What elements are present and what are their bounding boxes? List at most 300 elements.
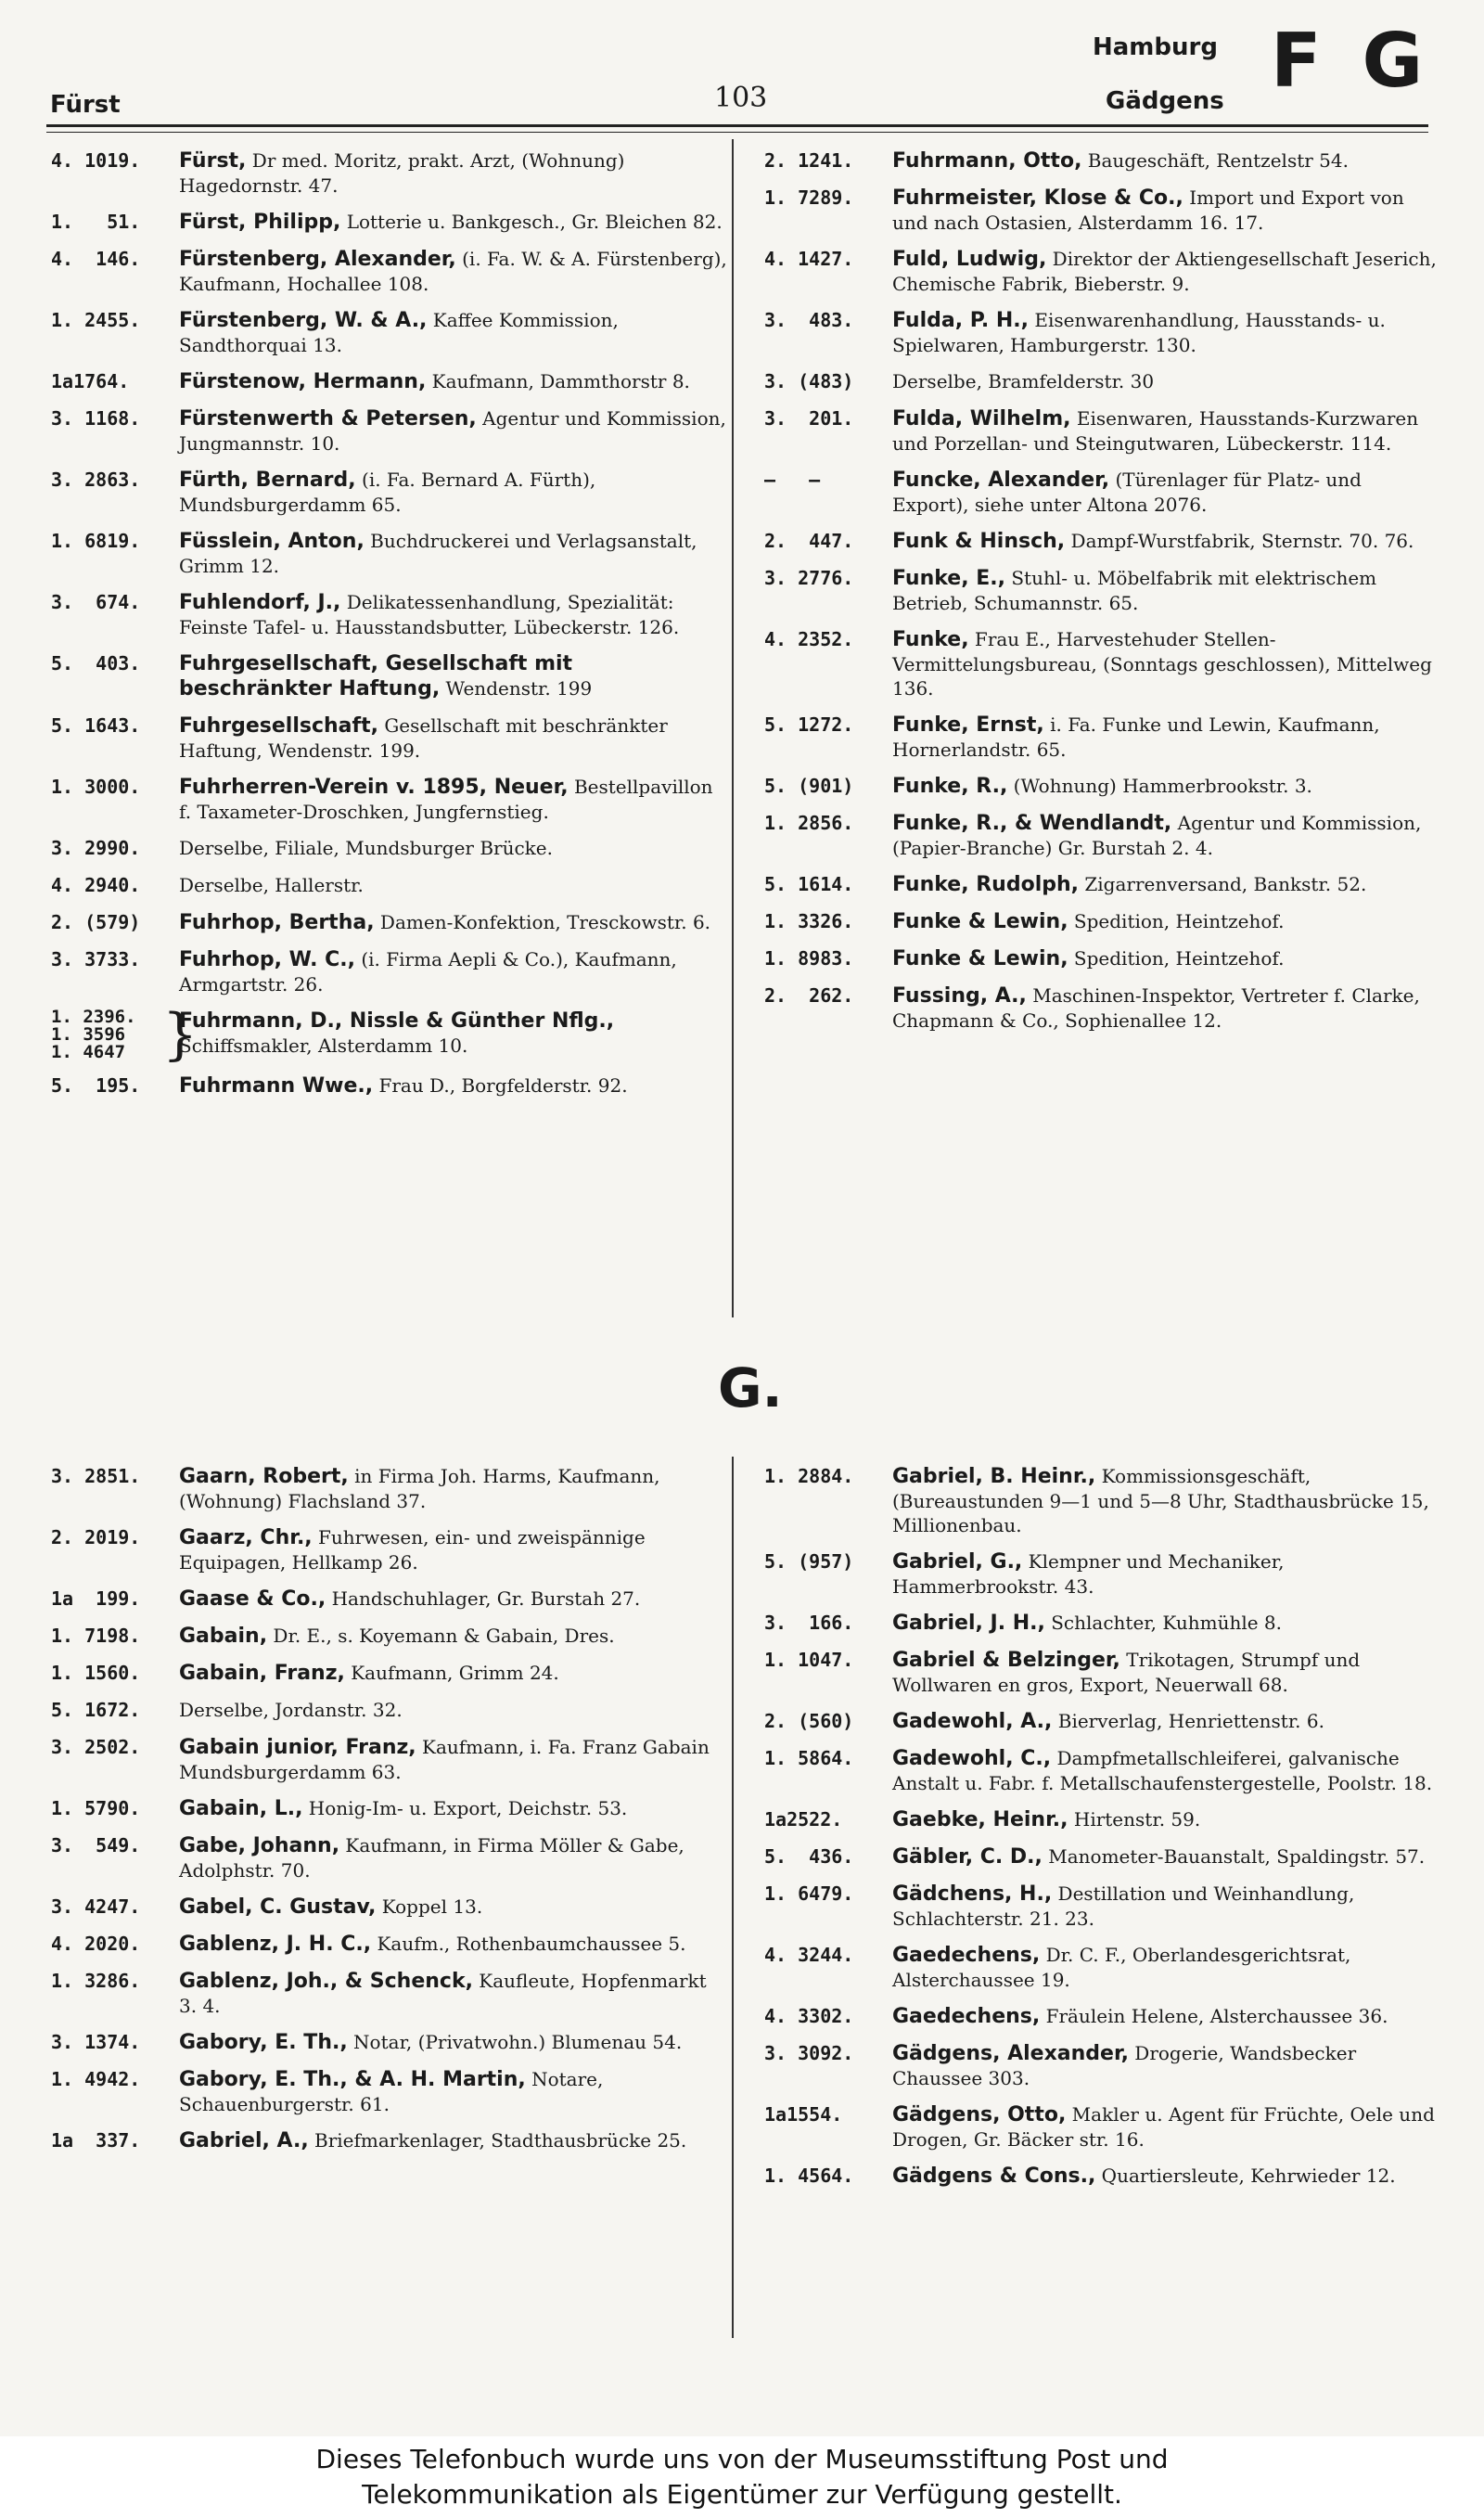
entry-text	[892, 2164, 1441, 2189]
left-f-entries	[51, 148, 728, 996]
directory-entry	[764, 148, 1441, 173]
entry-details: Baugeschäft, Rentzelstr 54.	[1081, 149, 1349, 172]
directory-entry	[764, 713, 1441, 762]
directory-entry	[764, 983, 1441, 1033]
entry-text	[892, 909, 1441, 934]
entry-text	[892, 186, 1441, 235]
directory-entry	[51, 1073, 728, 1098]
entry-text	[179, 836, 728, 861]
entry-text	[179, 1661, 728, 1686]
entry-text	[892, 946, 1441, 971]
header-right-word: Gädgens	[1106, 87, 1224, 115]
entry-number: 2. 1241.	[764, 149, 854, 172]
entry-number: 3. 201.	[764, 407, 854, 430]
entry-number: 3. 2863.	[51, 469, 141, 491]
entry-number: 1. 2884.	[764, 1465, 854, 1487]
entry-text	[892, 1882, 1441, 1931]
directory-entry	[51, 148, 728, 198]
entry-details: Makler u. Agent für Früchte, Oele und Drogen, Gr. Bäcker str. 16.	[892, 2103, 1435, 2151]
entry-name: Fürstenow, Hermann,	[179, 370, 427, 393]
entry-name: Füsslein, Anton,	[179, 530, 365, 553]
directory-entry	[764, 1807, 1441, 1832]
entry-number: 1. 5864.	[764, 1747, 854, 1769]
entry-number: 5. 403.	[51, 652, 141, 674]
directory-entry	[51, 529, 728, 578]
entry-number: 3. 3092.	[764, 2042, 854, 2064]
entry-number: 4. 1427.	[764, 248, 854, 270]
entry-text	[179, 910, 728, 935]
entry-text	[179, 1525, 728, 1574]
entry-details: Derselbe, Filiale, Mundsburger Brücke.	[179, 837, 553, 859]
entry-details: in Firma Joh. Harms, Kaufmann, (Wohnung) Flachsland 37.	[179, 1465, 660, 1512]
entry-name: Gabriel, J. H.,	[892, 1612, 1045, 1635]
directory-entry	[764, 308, 1441, 357]
entry-details: Agentur und Kommission, (Papier-Branche) Gr. Burstah 2. 4.	[892, 812, 1422, 859]
entry-number: 1a 199.	[51, 1587, 141, 1610]
right-column-f	[764, 148, 1441, 1045]
entry-number: 3. 4247.	[51, 1895, 141, 1918]
entry-number: — —	[764, 469, 821, 491]
column-divider-g	[732, 1457, 734, 2338]
entry-number: 5. 195.	[51, 1074, 141, 1097]
entry-number: 4. 2020.	[51, 1933, 141, 1955]
entry-details: Import und Export von und nach Ostasien, Alsterdamm 16. 17.	[892, 186, 1404, 234]
directory-entry	[764, 247, 1441, 296]
entry-details: Drogerie, Wandsbecker Chaussee 303.	[892, 2042, 1357, 2089]
entry-name: Gaedechens,	[892, 1944, 1041, 1967]
entry-name: Gabain junior, Franz,	[179, 1736, 416, 1759]
entry-details: Koppel 13.	[376, 1895, 483, 1918]
entry-details: Wendenstr. 199	[440, 677, 593, 700]
entry-text	[179, 2030, 728, 2055]
entry-text	[892, 774, 1441, 799]
entry-name: Gadewohl, C.,	[892, 1747, 1052, 1770]
entry-details: Manometer-Bauanstalt, Spaldingstr. 57.	[1042, 1845, 1426, 1868]
entry-number: 1. 7289.	[764, 186, 854, 209]
directory-entry	[764, 1611, 1441, 1636]
directory-entry	[51, 590, 728, 639]
entry-name: Gabriel, B. Heinr.,	[892, 1465, 1096, 1488]
entry-number: 1. 51.	[51, 211, 141, 233]
entry-name: Gabain, L.,	[179, 1797, 303, 1820]
directory-entry	[764, 406, 1441, 456]
entry-number: 1. 2455.	[51, 309, 141, 331]
entry-text	[179, 947, 728, 996]
directory-entry	[51, 1698, 728, 1723]
entry-text	[892, 406, 1441, 456]
entry-text	[179, 1073, 728, 1098]
entry-details: Destillation und Weinhandlung, Schlachterstr. 21. 23.	[892, 1882, 1355, 1930]
directory-entry	[51, 713, 728, 763]
entry-name: Fürstenberg, W. & A.,	[179, 309, 428, 332]
entry-text	[892, 148, 1441, 173]
entry-details: Direktor der Aktiengesellschaft Jeserich, Chemische Fabrik, Bieberstr. 9.	[892, 248, 1437, 295]
entry-number: 3. 1374.	[51, 2031, 141, 2053]
entry-details: Eisenwarenhandlung, Hausstands- u. Spielwaren, Hamburgerstr. 130.	[892, 309, 1386, 356]
entry-number: 1. 1560.	[51, 1662, 141, 1684]
entry-details: (Türenlager für Platz- und Export), siehe unter Altona 2076.	[892, 469, 1362, 516]
entry-name: Gablenz, Joh., & Schenck,	[179, 1970, 473, 1993]
entry-details: Bestellpavillon f. Taxameter-Droschken, Jungfernstieg.	[179, 776, 713, 823]
entry-text	[892, 1807, 1441, 1832]
entry-text	[179, 2067, 728, 2116]
header-letters: F G	[1271, 18, 1431, 104]
directory-entry	[51, 910, 728, 935]
entry-name: Fuhrgesellschaft,	[179, 714, 378, 738]
entry-name: Gädgens, Otto,	[892, 2103, 1067, 2126]
directory-entry	[51, 1932, 728, 1957]
entry-name: Gäbler, C. D.,	[892, 1845, 1043, 1869]
directory-entry	[51, 1735, 728, 1784]
directory-entry	[51, 836, 728, 861]
entry-text	[179, 308, 728, 357]
entry-text	[892, 2102, 1441, 2152]
entry-number: 4. 3244.	[764, 1944, 854, 1966]
entry-details: Notar, (Privatwohn.) Blumenau 54.	[347, 2031, 683, 2053]
entry-text	[179, 713, 728, 763]
entry-details: Frau D., Borgfelderstr. 92.	[373, 1074, 628, 1097]
entry-text	[179, 2128, 728, 2153]
entry-text	[179, 1833, 728, 1882]
entry-number: 5. 1272.	[764, 713, 854, 736]
entry-name: Fürstenwerth & Petersen,	[179, 407, 477, 430]
entry-name: Funke,	[892, 628, 969, 651]
entry-text	[179, 651, 728, 701]
entry-text	[179, 775, 728, 824]
entry-name: Gaarn, Robert,	[179, 1465, 349, 1488]
directory-entry	[764, 1844, 1441, 1869]
entry-name: Gabriel, G.,	[892, 1550, 1023, 1574]
directory-entry	[764, 1709, 1441, 1734]
entry-text	[892, 1943, 1441, 1992]
directory-entry	[51, 369, 728, 394]
entry-name: Fürst, Philipp,	[179, 211, 341, 234]
entry-text	[892, 1844, 1441, 1869]
entry-text	[179, 1895, 728, 1920]
entry-name: Gabory, E. Th.,	[179, 2031, 348, 2054]
entry-name: Gaase & Co.,	[179, 1587, 326, 1611]
entry-name: Fuhrhop, W. C.,	[179, 948, 355, 971]
entry-name: Fuld, Ludwig,	[892, 248, 1047, 271]
entry-details: Gesellschaft mit beschränkter Haftung, Wendenstr. 199.	[179, 714, 668, 762]
entry-details: Damen-Konfektion, Tresckowstr. 6.	[374, 911, 711, 933]
directory-entry	[51, 1796, 728, 1821]
directory-entry	[764, 369, 1441, 394]
entry-number: 1a 337.	[51, 2129, 141, 2152]
entry-details: Fuhrwesen, ein- und zweispännige Equipagen, Hellkamp 26.	[179, 1526, 646, 1574]
directory-entry	[51, 308, 728, 357]
entry-text	[179, 369, 728, 394]
entry-number: 1. 1047.	[764, 1649, 854, 1671]
entry-numbers	[51, 1008, 162, 1061]
entry-details: Trikotagen, Strumpf und Wollwaren en gros, Export, Neuerwall 68.	[892, 1649, 1361, 1696]
entry-text	[892, 1611, 1441, 1636]
entry-number: 3. 2776.	[764, 567, 854, 589]
header-left-word: Fürst	[50, 91, 121, 119]
entry-details: Derselbe, Hallerstr.	[179, 874, 364, 896]
entry-name: Fuhrmann, Otto,	[892, 149, 1082, 173]
entry-name: Funke, Ernst,	[892, 713, 1044, 737]
entry-details: Zigarrenversand, Bankstr. 52.	[1079, 873, 1367, 895]
entry-details: Kaufmann, Dammthorstr 8.	[426, 370, 690, 392]
entry-text	[179, 210, 728, 235]
entry-details: Kaufmann, in Firma Möller & Gabe, Adolphstr. 70.	[179, 1834, 684, 1882]
entry-text	[179, 1008, 728, 1061]
entry-details: Delikatessenhandlung, Spezialität: Feinste Tafel- u. Hausstandsbutter, Lübeckerstr. 126.	[179, 591, 680, 638]
entry-number: 4. 2940.	[51, 874, 141, 896]
entry-name: Gabain, Franz,	[179, 1662, 345, 1685]
entry-number: 3. 2502.	[51, 1736, 141, 1758]
entry-details: (Wohnung) Hammerbrookstr. 3.	[1007, 775, 1312, 797]
directory-entry	[51, 1525, 728, 1574]
directory-entry	[764, 1464, 1441, 1537]
entry-name: Fuhrmann, D., Nissle & Günther Nflg.,	[179, 1009, 615, 1033]
entry-name: Funke & Lewin,	[892, 910, 1068, 933]
bracket-glyph: }	[162, 1002, 198, 1067]
entry-name: Gabe, Johann,	[179, 1834, 340, 1857]
entry-number: 5. 436.	[764, 1845, 854, 1868]
directory-entry	[764, 468, 1441, 517]
entry-text	[179, 529, 728, 578]
directory-entry	[764, 811, 1441, 860]
entry-name: Fuhlendorf, J.,	[179, 591, 341, 614]
right-column-g	[764, 1464, 1441, 2201]
directory-entry	[51, 1895, 728, 1920]
directory-entry	[51, 775, 728, 824]
entry-details: Frau E., Harvestehuder Stellen-Vermittelungsbureau, (Sonntags geschlossen), Mittelweg 136.	[892, 628, 1432, 700]
directory-entry	[51, 1624, 728, 1649]
entry-name: Funke, R.,	[892, 775, 1008, 798]
entry-details: Notare, Schauenburgerstr. 61.	[179, 2068, 604, 2115]
directory-entry	[764, 909, 1441, 934]
header-rule-thin	[46, 132, 1428, 133]
entry-name: Gädgens, Alexander,	[892, 2042, 1129, 2065]
entry-number: 5. 1672.	[51, 1699, 141, 1721]
entry-name: Fuhrhop, Bertha,	[179, 911, 375, 934]
entry-name: Fuhrmeister, Klose & Co.,	[892, 186, 1183, 210]
entry-name: Funke, Rudolph,	[892, 873, 1080, 896]
entry-name: Gabain,	[179, 1625, 268, 1648]
entry-text	[892, 983, 1441, 1033]
directory-entry	[764, 2164, 1441, 2189]
right-g-entries	[764, 1464, 1441, 2189]
left-g-entries	[51, 1464, 728, 2153]
entry-name: Gablenz, J. H. C.,	[179, 1933, 372, 1956]
entry-name: Gädchens, H.,	[892, 1882, 1053, 1906]
directory-entry	[51, 406, 728, 456]
directory-entry	[764, 872, 1441, 897]
directory-entry	[764, 1549, 1441, 1599]
entry-text	[179, 1932, 728, 1957]
directory-entry	[51, 468, 728, 517]
entry-number: 2. 447.	[764, 530, 854, 552]
entry-name: Gabriel, A.,	[179, 2129, 309, 2152]
entry-number: 5. (901)	[764, 775, 854, 797]
left-column-g	[51, 1464, 728, 2165]
footer-line-2: Telekommunikation als Eigentümer zur Verfügung gestellt.	[362, 2479, 1122, 2510]
directory-entry	[764, 946, 1441, 971]
entry-number: 2. 2019.	[51, 1526, 141, 1548]
entry-name: Fürstenberg, Alexander,	[179, 248, 456, 271]
footer-line-1: Dieses Telefonbuch wurde uns von der Museumsstiftung Post und	[315, 2444, 1169, 2474]
entry-text	[892, 1648, 1441, 1697]
directory-entry	[51, 1969, 728, 2018]
entry-number: 1. 3326.	[764, 910, 854, 932]
directory-entry	[764, 1943, 1441, 1992]
entry-details: Derselbe, Jordanstr. 32.	[179, 1699, 403, 1721]
entry-number: 3. 2851.	[51, 1465, 141, 1487]
entry-details: Dampf-Wurstfabrik, Sternstr. 70. 76.	[1065, 530, 1414, 552]
entry-details: Kommissionsgeschäft, (Bureaustunden 9—1 und 5—8 Uhr, Stadthausbrücke 15, Millionenbau.	[892, 1465, 1429, 1536]
entry-text	[892, 872, 1441, 897]
entry-name: Gabriel & Belzinger,	[892, 1649, 1120, 1672]
entry-text	[892, 566, 1441, 615]
entry-number: 2. (560)	[764, 1710, 854, 1732]
entry-details: Honig-Im- u. Export, Deichstr. 53.	[302, 1797, 628, 1819]
entry-details: Kaffee Kommission, Sandthorquai 13.	[179, 309, 619, 356]
entry-details: Maschinen-Inspektor, Vertreter f. Clarke, Chapmann & Co., Sophienallee 12.	[892, 984, 1420, 1032]
entry-text	[179, 873, 728, 898]
entry-number: 1. 6819.	[51, 530, 141, 552]
entry-details: (i. Fa. W. & A. Fürstenberg), Kaufmann, Hochallee 108.	[179, 248, 727, 295]
entry-number: 3. 549.	[51, 1834, 141, 1856]
entry-details: Lotterie u. Bankgesch., Gr. Bleichen 82.	[340, 211, 723, 233]
entry-number: 1. 3286.	[51, 1970, 141, 1992]
page-number: 103	[714, 82, 768, 114]
entry-text	[179, 1698, 728, 1723]
entry-name: Gadewohl, A.,	[892, 1710, 1053, 1733]
entry-number: 4. 3302.	[764, 2005, 854, 2027]
entry-details: Spedition, Heintzehof.	[1068, 910, 1285, 932]
entry-details: (i. Firma Aepli & Co.), Kaufmann, Armgartstr. 26.	[179, 948, 677, 996]
entry-text	[179, 406, 728, 456]
header-rule	[46, 124, 1428, 127]
entry-text	[892, 1549, 1441, 1599]
entry-number: 1. 6479.	[764, 1882, 854, 1905]
entry-name: Funke, E.,	[892, 567, 1005, 590]
entry-name: Gaebke, Heinr.,	[892, 1808, 1068, 1831]
entry-details: Derselbe, Bramfelderstr. 30	[892, 370, 1155, 392]
directory-entry	[764, 774, 1441, 799]
entry-details: Dampfmetallschleiferei, galvanische Anstalt u. Fabr. f. Metallschaufenstergestelle, Poolstr. 18.	[892, 1747, 1433, 1794]
entry-number: 1. 7198.	[51, 1625, 141, 1647]
section-g-heading: G.	[718, 1356, 783, 1420]
entry-number: 4. 146.	[51, 248, 141, 270]
directory-entry	[51, 2030, 728, 2055]
entry-number: 1. 4564.	[764, 2165, 854, 2187]
directory-entry	[764, 2004, 1441, 2029]
left-column-f	[51, 148, 728, 1111]
entry-details: Kaufm., Rothenbaumchaussee 5.	[371, 1933, 686, 1955]
entry-name: Gädgens & Cons.,	[892, 2165, 1096, 2188]
entry-name: Gaarz, Chr.,	[179, 1526, 313, 1549]
directory-entry	[764, 1746, 1441, 1795]
entry-details: Dr. E., s. Koyemann & Gabain, Dres.	[267, 1625, 615, 1647]
entry-text	[892, 369, 1441, 394]
entry-number: 1. 4942.	[51, 2068, 141, 2090]
entry-text	[179, 148, 728, 198]
entry-details: Agentur und Kommission, Jungmannstr. 10.	[179, 407, 726, 455]
entry-text	[892, 468, 1441, 517]
entry-number: 1. 8983.	[764, 947, 854, 970]
entry-name: Fulda, Wilhelm,	[892, 407, 1071, 430]
directory-entry	[51, 2067, 728, 2116]
entry-details: i. Fa. Funke und Lewin, Kaufmann, Hornerlandstr. 65.	[892, 713, 1380, 761]
right-f-entries	[764, 148, 1441, 1033]
entry-name: Fürth, Bernard,	[179, 469, 356, 492]
directory-entry	[764, 1882, 1441, 1931]
entry-text	[892, 811, 1441, 860]
entry-number: 4. 2352.	[764, 628, 854, 650]
entry-details: Briefmarkenlager, Stadthausbrücke 25.	[308, 2129, 687, 2152]
entry-details: Spedition, Heintzehof.	[1068, 947, 1285, 970]
entry-number: 1a2522.	[764, 1808, 843, 1831]
entry-details: Klempner und Mechaniker, Hammerbrookstr. 43.	[892, 1550, 1285, 1598]
entry-number: 3. 483.	[764, 309, 854, 331]
directory-entry	[764, 566, 1441, 615]
entry-text	[179, 1796, 728, 1821]
entry-details: Kaufmann, i. Fa. Franz Gabain Mundsburgerdamm 63.	[179, 1736, 710, 1783]
entry-text	[179, 1969, 728, 2018]
entry-details: (i. Fa. Bernard A. Fürth), Mundsburgerdamm 65.	[179, 469, 596, 516]
entry-details: Bierverlag, Henriettenstr. 6.	[1052, 1710, 1324, 1732]
entry-name: Fussing, A.,	[892, 984, 1027, 1008]
directory-entry	[764, 1648, 1441, 1697]
entry-details: Stuhl- u. Möbelfabrik mit elektrischem Betrieb, Schumannstr. 65.	[892, 567, 1377, 614]
entry-details: Quartiersleute, Kehrwieder 12.	[1095, 2165, 1396, 2187]
entry-number: 3. 674.	[51, 591, 141, 613]
entry-name: Funke, R., & Wendlandt,	[892, 812, 1172, 835]
entry-number: 3. 2990.	[51, 837, 141, 859]
entry-number: 2. (579)	[51, 911, 141, 933]
entry-text	[892, 2041, 1441, 2090]
directory-entry	[764, 627, 1441, 700]
entry-details: Kaufleute, Hopfenmarkt 3. 4.	[179, 1970, 707, 2017]
entry-details: Dr. C. F., Oberlandesgerichtsrat, Alsterchaussee 19.	[892, 1944, 1351, 1991]
entry-number: 5. (957)	[764, 1550, 854, 1573]
entry-number: 3. 1168.	[51, 407, 141, 430]
entry-number: 3. 166.	[764, 1612, 854, 1634]
entry-text	[892, 1709, 1441, 1734]
entry-details: Dr med. Moritz, prakt. Arzt, (Wohnung) Hagedornstr. 47.	[179, 149, 625, 197]
entry-text	[892, 308, 1441, 357]
directory-entry	[51, 1833, 728, 1882]
entry-number: 4. 1019.	[51, 149, 141, 172]
directory-entry	[51, 2128, 728, 2153]
entry-details: Buchdruckerei und Verlagsanstalt, Grimm 12.	[179, 530, 697, 577]
directory-entry	[51, 1661, 728, 1686]
entry-name: Fürst,	[179, 149, 247, 173]
entry-name: Funk & Hinsch,	[892, 530, 1066, 553]
entry-text	[892, 1464, 1441, 1537]
entry-name: Funke & Lewin,	[892, 947, 1068, 970]
entry-name: Funcke, Alexander,	[892, 469, 1110, 492]
entry-number: 3. 3733.	[51, 948, 141, 970]
entry-number: 5. 1643.	[51, 714, 141, 737]
entry-text	[892, 247, 1441, 296]
directory-entry	[51, 947, 728, 996]
entry-number: 1. 4647	[51, 1042, 126, 1062]
entry-name: Fuhrherren-Verein v. 1895, Neuer,	[179, 776, 569, 799]
entry-text	[179, 1587, 728, 1612]
entry-text	[179, 590, 728, 639]
entry-details: Schiffsmakler, Alsterdamm 10.	[179, 1034, 468, 1057]
directory-entry	[51, 247, 728, 296]
directory-entry	[764, 529, 1441, 554]
entry-details: Kaufmann, Grimm 24.	[344, 1662, 559, 1684]
directory-entry	[51, 651, 728, 701]
directory-entry	[764, 2102, 1441, 2152]
